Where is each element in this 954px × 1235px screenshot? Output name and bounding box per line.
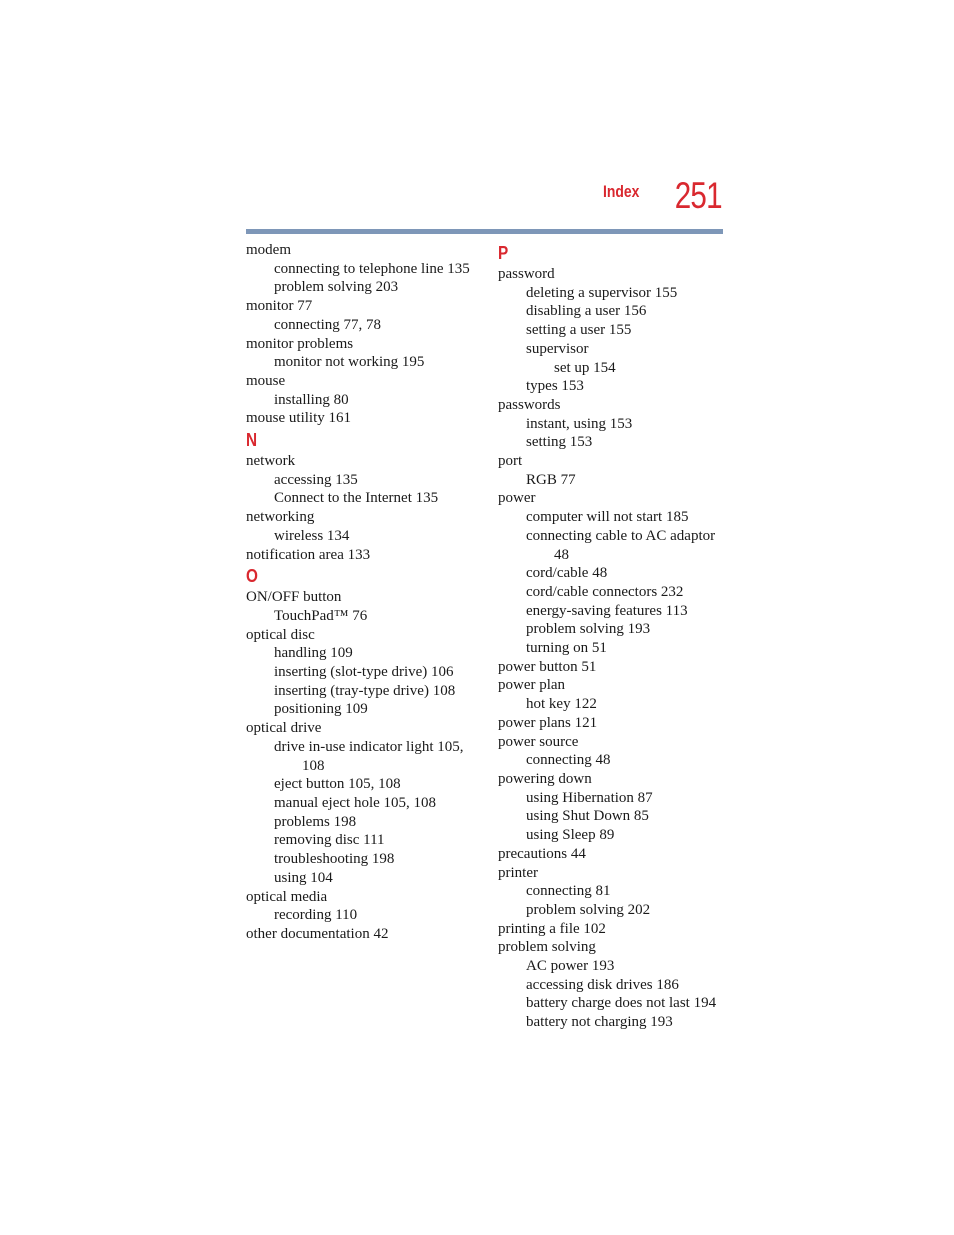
index-subentry: problem solving 193: [526, 621, 651, 638]
index-entry: mouse: [246, 372, 286, 389]
index-subentry: types 153: [526, 378, 584, 395]
index-subentry: Connect to the Internet 135: [274, 490, 439, 507]
index-entry: optical media: [246, 888, 328, 905]
index-subentry: using Sleep 89: [526, 827, 615, 844]
index-entry: optical drive: [246, 720, 322, 737]
index-subentry: deleting a supervisor 155: [526, 284, 678, 301]
index-subentry: battery not charging 193: [526, 1014, 673, 1031]
index-subentry: recording 110: [274, 907, 358, 924]
index-subentry: setting 153: [526, 434, 593, 451]
index-entry: power plan: [498, 677, 566, 694]
index-subentry: turning on 51: [526, 640, 607, 657]
index-subentry: set up 154: [554, 359, 616, 376]
index-subentry: installing 80: [274, 391, 349, 408]
index-subentry: instant, using 153: [526, 415, 633, 432]
index-subentry: cord/cable connectors 232: [526, 583, 684, 600]
index-subentry: RGB 77: [526, 471, 576, 488]
index-entry: networking: [246, 509, 315, 526]
index-letter-heading: O: [246, 566, 258, 587]
index-entry: powering down: [498, 770, 592, 787]
index-subentry: TouchPad™ 76: [274, 607, 368, 624]
index-subentry: cord/cable 48: [526, 565, 608, 582]
index-subentry: troubleshooting 198: [274, 851, 395, 868]
index-subentry: drive in-use indicator light 105,: [274, 738, 464, 755]
index-entry: printer: [498, 864, 538, 881]
index-entry: problem solving: [498, 939, 596, 956]
index-subentry: 48: [554, 546, 569, 563]
page-number: 251: [675, 175, 722, 216]
index-entry: precautions 44: [498, 845, 586, 862]
index-letter-heading: P: [498, 243, 509, 263]
index-subentry: supervisor: [526, 340, 589, 357]
index-subentry: energy-saving features 113: [526, 602, 688, 619]
index-entry: power button 51: [498, 658, 597, 675]
index-entry: passwords: [498, 396, 561, 413]
index-subentry: problem solving 203: [274, 279, 399, 296]
index-subentry: computer will not start 185: [526, 509, 689, 526]
index-column-right: [498, 241, 723, 1032]
index-entry: monitor 77: [246, 298, 313, 315]
index-entry: printing a file 102: [498, 920, 606, 937]
index-entry: modem: [246, 242, 291, 258]
index-subentry: monitor not working 195: [274, 354, 425, 371]
index-entry: network: [246, 453, 296, 470]
index-subentry: connecting 77, 78: [274, 316, 382, 333]
index-subentry: handling 109: [274, 645, 353, 662]
index-subentry: accessing disk drives 186: [526, 976, 679, 993]
index-subentry: battery charge does not last 194: [526, 995, 717, 1012]
header-divider: [246, 229, 723, 234]
index-subentry: setting a user 155: [526, 322, 632, 339]
index-subentry: inserting (slot-type drive) 106: [274, 664, 454, 681]
index-subentry: 108: [302, 757, 325, 774]
index-entry: optical disc: [246, 626, 315, 643]
index-subentry: hot key 122: [526, 696, 597, 713]
index-entry: power source: [498, 733, 579, 750]
index-subentry: using 104: [274, 869, 333, 886]
index-entry: password: [498, 266, 555, 282]
index-subentry: using Hibernation 87: [526, 789, 653, 806]
index-entry: power: [498, 490, 536, 507]
index-subentry: problem solving 202: [526, 901, 651, 918]
index-subentry: wireless 134: [274, 527, 350, 544]
index-entry: port: [498, 453, 523, 470]
index-column-left: [246, 241, 481, 944]
index-subentry: connecting 81: [526, 883, 611, 900]
index-subentry: accessing 135: [274, 471, 358, 488]
index-subentry: eject button 105, 108: [274, 776, 401, 793]
index-subentry: using Shut Down 85: [526, 808, 649, 825]
index-subentry: disabling a user 156: [526, 303, 647, 320]
section-title: Index: [602, 182, 639, 201]
index-entry: mouse utility 161: [246, 410, 351, 427]
index-subentry: AC power 193: [526, 958, 615, 975]
index-subentry: removing disc 111: [274, 832, 385, 849]
index-subentry: connecting cable to AC adaptor: [526, 527, 716, 544]
index-entry: ON/OFF button: [246, 589, 342, 606]
index-letter-heading: N: [246, 430, 258, 451]
index-entry: notification area 133: [246, 546, 371, 563]
index-subentry: inserting (tray-type drive) 108: [274, 682, 456, 699]
index-subentry: problems 198: [274, 813, 357, 830]
index-subentry: connecting 48: [526, 752, 611, 769]
index-entry: other documentation 42: [246, 925, 389, 942]
index-entry: monitor problems: [246, 335, 354, 352]
index-subentry: connecting to telephone line 135: [274, 260, 470, 277]
index-subentry: positioning 109: [274, 701, 368, 718]
index-entry: power plans 121: [498, 714, 598, 731]
index-subentry: manual eject hole 105, 108: [274, 794, 437, 811]
